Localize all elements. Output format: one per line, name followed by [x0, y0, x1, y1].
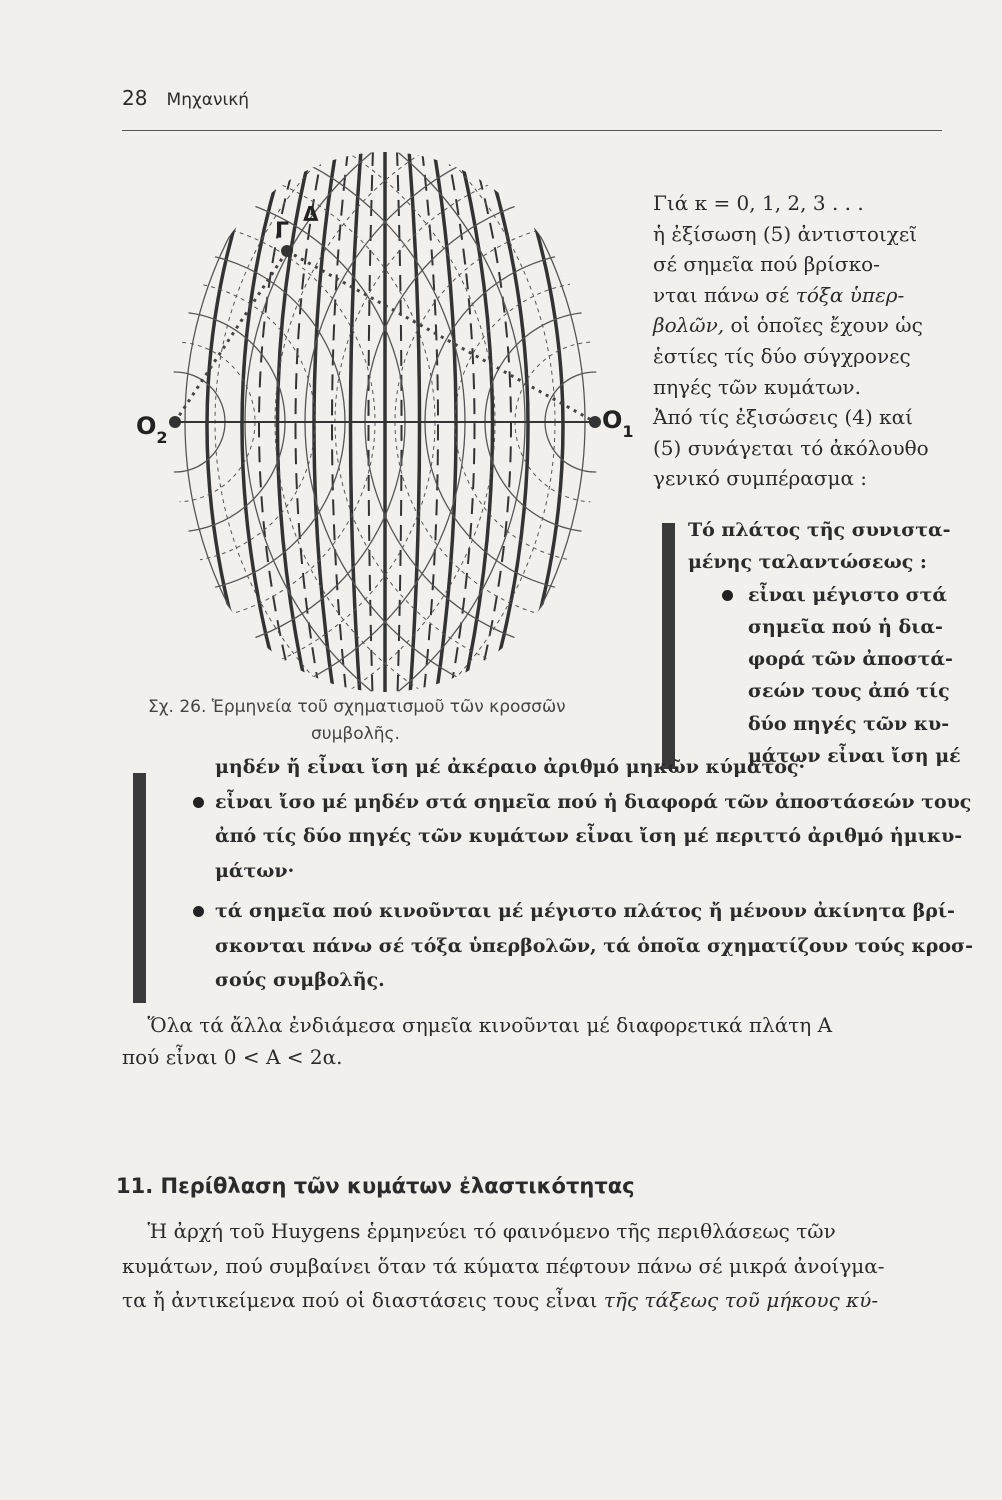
text-line: ἡ ἐξίσωση (5) ἀντιστοιχεῖ: [653, 221, 918, 246]
conclusion-line: μηδέν ἤ εἶναι ἴση μέ ἀκέραιο ἀριθμό μηκῶν κύματος·: [215, 756, 806, 778]
caption-line: συμβολῆς.: [311, 724, 400, 744]
highlight-bar: [133, 773, 146, 1003]
bullet-line: σεών τους ἀπό τίς: [748, 680, 950, 703]
bullet-item: [215, 894, 973, 998]
bullet-item: [748, 579, 961, 773]
body-paragraph: [122, 1214, 952, 1318]
text-line: πηγές τῶν κυμάτων.: [653, 374, 861, 399]
source-o1: [589, 416, 601, 428]
conclusion-continued: [215, 750, 973, 998]
bullet-line: φορά τῶν ἀποστά-: [748, 648, 953, 671]
bullet-line: μάτων εἶναι ἴση μέ: [748, 745, 961, 768]
text-line: νται πάνω σέ τόξα ὑπερ-: [653, 282, 905, 307]
interference-figure: [136, 150, 640, 710]
bullet-line: τά σημεῖα πού κινοῦνται μέ μέγιστο πλάτος ἤ μένουν ἀκίνητα βρί-: [215, 900, 955, 922]
text-line: βολῶν, οἱ ὁποῖες ἔχουν ὡς: [653, 313, 923, 338]
closing-paragraph: [122, 1010, 952, 1073]
text-line: (5) συνάγεται τό ἀκόλουθο: [653, 435, 929, 460]
conclusion-box: [688, 514, 961, 772]
text-line: τα ἤ ἀντικείμενα πού οἱ διαστάσεις τους εἶναι τῆς τάξεως τοῦ μήκους κύ-: [122, 1288, 879, 1312]
highlight-bar: [662, 523, 675, 769]
conclusion-line: Τό πλάτος τῆς συνιστα-: [688, 519, 951, 541]
point-gamma: [281, 245, 293, 257]
page-number: 28: [122, 86, 148, 110]
caption-line: Σχ. 26. Ἑρμηνεία τοῦ σχηματισμοῦ τῶν κροσσῶν: [148, 697, 566, 717]
label-delta: Δ: [303, 202, 319, 226]
label-o1: $O_1$: [602, 406, 634, 441]
running-head: [122, 86, 249, 110]
bullet-item: [215, 785, 972, 889]
label-o2: $O_2$: [136, 412, 168, 447]
text-line: ἑστίες τίς δύο σύγχρονες: [653, 343, 911, 368]
bullet-line: μάτων·: [215, 859, 295, 882]
bullet-line: ἀπό τίς δύο πηγές τῶν κυμάτων εἶναι ἴση μέ περιττό ἀριθμό ἡμικυ-: [215, 825, 963, 847]
text-line: Ἀπό τίς ἐξισώσεις (4) καί: [653, 405, 913, 430]
text-line: Ὅλα τά ἄλλα ἐνδιάμεσα σημεῖα κινοῦνται μέ διαφορετικά πλάτη Α: [122, 1013, 833, 1037]
bullet-line: δύο πηγές τῶν κυ-: [748, 712, 950, 735]
label-gamma: Γ: [275, 219, 290, 244]
conclusion-line: μένης ταλαντώσεως :: [688, 551, 927, 574]
bullet-line: σημεῖα πού ἡ δια-: [748, 615, 943, 638]
interference-diagram: [136, 150, 640, 710]
bullet-line: σούς συμβολῆς.: [215, 969, 385, 991]
text-line: σέ σημεῖα πού βρίσκο-: [653, 252, 880, 277]
text-line: γενικό συμπέρασμα :: [653, 466, 868, 491]
section-heading: 11. Περίθλαση τῶν κυμάτων ἐλαστικότητας: [116, 1174, 635, 1198]
section-label: Μηχανική: [166, 90, 250, 110]
figure-caption: [148, 694, 648, 748]
text-line: Γιά κ = 0, 1, 2, 3 . . .: [653, 191, 864, 215]
header-rule: [122, 130, 942, 131]
bullet-line: εἶναι ἴσο μέ μηδέν στά σημεῖα πού ἡ διαφορά τῶν ἀποστάσεών τους: [215, 790, 972, 813]
bullet-line: εἶναι μέγιστο στά: [748, 583, 948, 606]
bullet-line: σκονται πάνω σέ τόξα ὑπερβολῶν, τά ὁποῖα σχηματίζουν τούς κροσ-: [215, 934, 973, 957]
side-text: [653, 188, 948, 494]
text-line: Ἡ ἀρχή τοῦ Huygens ἑρμηνεύει τό φαινόμενο τῆς περιθλάσεως τῶν: [122, 1219, 836, 1243]
text-line: πού εἶναι 0 < Α < 2α.: [122, 1044, 343, 1069]
bullet-icon: [193, 906, 204, 917]
bullet-icon: [193, 797, 204, 808]
text-line: κυμάτων, πού συμβαίνει ὅταν τά κύματα πέφτουν πάνω σέ μικρά ἀνοίγμα-: [122, 1253, 885, 1278]
bullet-icon: [722, 590, 733, 601]
solid-fringes: [207, 150, 563, 710]
source-o2: [169, 416, 181, 428]
